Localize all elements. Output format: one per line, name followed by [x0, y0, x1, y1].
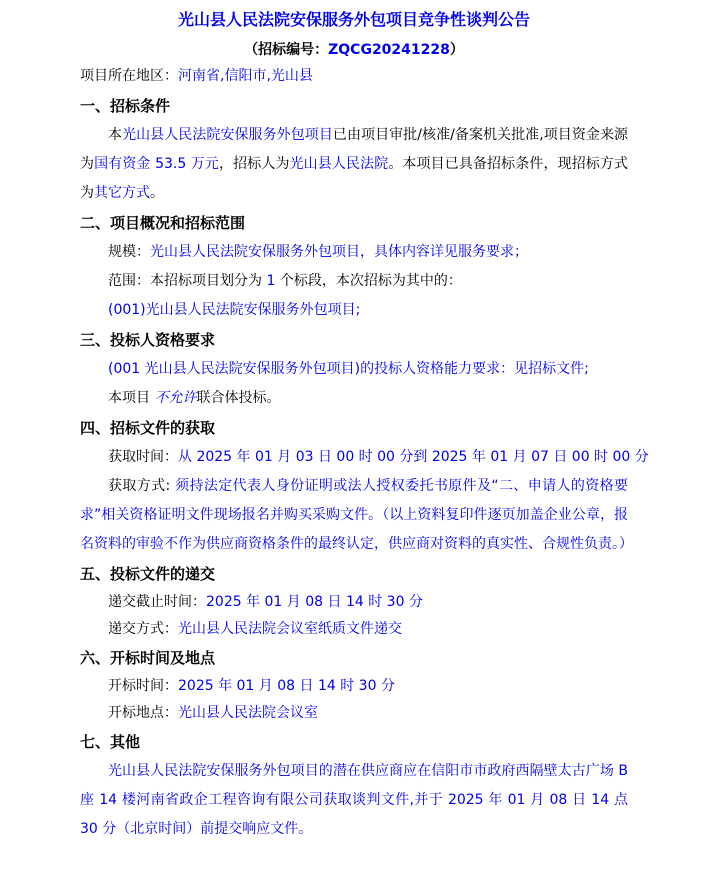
scope-text-post: 个标段，本次招标为其中的：	[275, 273, 462, 289]
project-location-value: 河南省,信阳市,光山县	[178, 68, 313, 84]
joint-bid-text-pre: 本项目	[108, 390, 155, 406]
section-7-heading: 七、其他	[80, 733, 141, 751]
obtain-method-value: 须持法定代表人身份证明或法人授权委托书原件及“二、申请人的资格要求”相关资格证明文件现场报名并购买采购文件。（以上资料复印件逐页加盖企业公章，报名资料的审验不作为供应商资格条件的最终认定，供应商对资料的真实性、合规性负责。）	[80, 478, 633, 552]
section-1-heading: 一、招标条件	[80, 97, 171, 115]
tender-code-prefix: （招标编号：	[244, 42, 329, 58]
conditions-text-5: 。	[150, 185, 164, 201]
section-3-heading: 三、投标人资格要求	[80, 331, 216, 349]
submit-method-label: 递交方式：	[108, 621, 178, 637]
section-2-heading: 二、项目概况和招标范围	[80, 214, 246, 232]
funding-amount-text: 国有资金 53.5 万元	[94, 156, 220, 172]
document-title: 光山县人民法院安保服务外包项目竞争性谈判公告	[177, 10, 530, 29]
joint-bid-line	[80, 384, 628, 413]
scale-value: 光山县人民法院安保服务外包项目，具体内容详见服务要求；	[150, 244, 528, 260]
submit-deadline-line	[80, 589, 628, 616]
joint-bid-text-post: 联合体投标。	[196, 390, 281, 406]
not-allowed-text: 不允许	[154, 390, 197, 406]
obtain-time-line	[80, 443, 649, 472]
submit-method-line	[80, 616, 628, 643]
scope-line	[80, 267, 628, 296]
project-name-text: 光山县人民法院安保服务外包项目	[122, 127, 333, 143]
obtain-method-label: 获取方式:	[108, 478, 176, 494]
tender-code-suffix: ）	[449, 42, 464, 58]
conditions-text-2: 已由项目审批/核准/备案机关批准,项目资金来源为	[80, 127, 629, 172]
bid-opening-time-label: 开标时间：	[108, 678, 178, 694]
scale-label: 规模：	[108, 244, 150, 260]
submit-deadline-label: 递交截止时间：	[108, 594, 206, 610]
scale-line	[80, 238, 628, 267]
bid-opening-place-value: 光山县人民法院会议室	[178, 705, 318, 721]
tender-conditions-paragraph	[80, 121, 628, 208]
section-6-heading: 六、开标时间及地点	[80, 649, 216, 667]
bid-opening-place-label: 开标地点：	[108, 705, 178, 721]
section-5-block	[80, 559, 628, 643]
tender-method-text: 其它方式	[94, 185, 150, 201]
scope-label: 范围：	[108, 273, 150, 289]
obtain-method-paragraph	[80, 472, 633, 559]
submit-method-value: 光山县人民法院会议室纸质文件递交	[178, 621, 402, 637]
project-location-line	[80, 62, 628, 91]
lot-item-line: (001)光山县人民法院安保服务外包项目;	[108, 302, 361, 318]
conditions-text-3: ，招标人为	[219, 156, 290, 172]
bid-opening-time-value: 2025 年 01 月 08 日 14 时 30 分	[178, 678, 395, 694]
tender-code-value: ZQCG20241228	[328, 42, 450, 58]
section-4-heading: 四、招标文件的获取	[80, 419, 216, 437]
section-6-block	[80, 643, 628, 727]
other-info-paragraph: 光山县人民法院安保服务外包项目的潜在供应商应在信阳市市政府西隔壁太古广场 B 座 14 楼河南省政企工程咨询有限公司获取谈判文件,并于 2025 年 01 月 08 日 14 点 30 分（北京时间）前提交响应文件。	[80, 763, 628, 837]
tender-code-line	[80, 38, 628, 62]
bid-opening-place-line	[80, 700, 628, 727]
section-5-heading: 五、投标文件的递交	[80, 565, 216, 583]
conditions-text-4: 。本项目已具备招标条件，现招标方式为	[80, 156, 629, 201]
lot-count-value: 1	[266, 273, 276, 289]
obtain-time-label: 获取时间：	[108, 449, 178, 465]
qualification-requirement-line: (001 光山县人民法院安保服务外包项目)的投标人资格能力要求：见招标文件;	[108, 361, 589, 377]
submit-deadline-value: 2025 年 01 月 08 日 14 时 30 分	[206, 594, 423, 610]
conditions-text-1: 本	[108, 127, 123, 143]
tenderee-name-text: 光山县人民法院	[289, 156, 389, 172]
scope-text-pre: 本招标项目划分为	[150, 273, 267, 289]
bid-opening-time-line	[80, 673, 628, 700]
obtain-time-value: 从 2025 年 01 月 03 日 00 时 00 分到 2025 年 01 月 07 日 00 时 00 分	[178, 449, 649, 465]
project-location-label: 项目所在地区：	[80, 68, 178, 84]
